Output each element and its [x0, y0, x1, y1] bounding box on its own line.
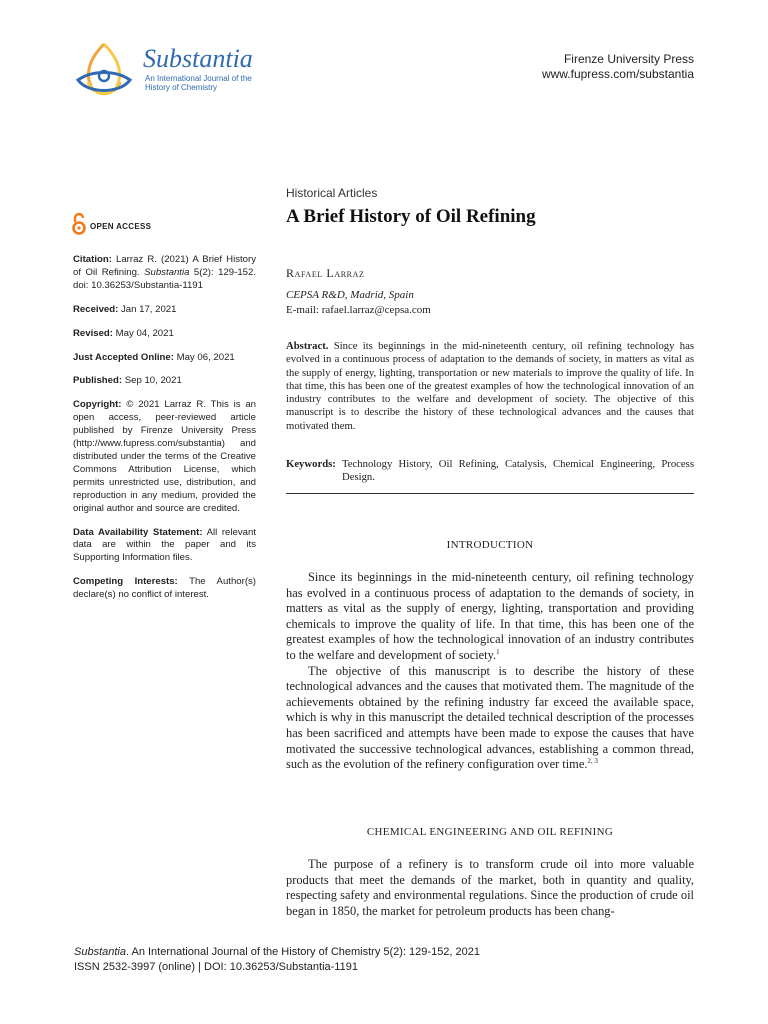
- author-affiliation: CEPSA R&D, Madrid, Spain: [286, 289, 414, 301]
- citation-rest: 5(2): 129-152. doi: 10.36253/Substantia-1191: [73, 266, 257, 291]
- page-footer: [74, 945, 480, 975]
- published-value: Sep 10, 2021: [124, 375, 182, 387]
- journal-name: Substantia: [143, 44, 253, 73]
- published-label: Published:: [73, 375, 123, 387]
- journal-subtitle-line1: An International Journal of the: [145, 74, 252, 83]
- data-availability: [73, 527, 256, 566]
- revised-date: [73, 328, 256, 341]
- citation-journal: Substantia: [144, 266, 190, 278]
- keywords-label: Keywords:: [286, 458, 336, 470]
- paragraph: [286, 570, 694, 664]
- paragraph: [286, 664, 694, 773]
- copyright-label: Copyright:: [73, 399, 122, 411]
- footer-issn-doi: ISSN 2532-3997 (online) | DOI: 10.36253/Substantia-1191: [74, 961, 358, 973]
- journal-logo: [70, 40, 270, 100]
- abstract: [286, 340, 694, 433]
- accepted-label: Just Accepted Online:: [73, 351, 174, 363]
- data-availability-label: Data Availability Statement:: [73, 526, 203, 538]
- section-body-introduction: [286, 570, 694, 773]
- article-title: A Brief History of Oil Refining: [286, 206, 536, 227]
- author-email[interactable]: E-mail: rafael.larraz@cepsa.com: [286, 304, 431, 316]
- publisher-info: [542, 52, 694, 82]
- received-label: Received:: [73, 303, 119, 315]
- revised-value: May 04, 2021: [115, 327, 174, 339]
- paragraph-text: Since its beginnings in the mid-nineteenth century, oil refining technology has evolved in a continuous process of adaptation to the demands of society, in matters as vital as the supply of energy, lighting, transportation and providing chemicals to improve the quality of life. In that time, this has been one of the greatest examples of how the technological innovation of an industry contributes to the welfare and development of society.: [286, 570, 694, 662]
- citation-text: Larraz R. (2021) A Brief History of Oil Refining.: [73, 254, 256, 278]
- section-body-chemical-engineering: [286, 857, 694, 919]
- footer-journal: Substantia: [74, 946, 126, 958]
- accepted-value: May 06, 2021: [176, 351, 235, 363]
- divider: [286, 493, 694, 494]
- abstract-text: Since its beginnings in the mid-nineteenth century, oil refining technology has evolved in a continuous process of adaptation to the demands of society, in matters as vital as the supply of energy, lighting, transportation or new materials to improve the quality of life. In that time, this has been one of the greatest examples of how the technological innovation of an industry contributes to the welfare and development of society. The objective of this manuscript is to describe the history of these technological advances and the causes that motivated them.: [286, 340, 695, 432]
- section-heading-introduction: INTRODUCTION: [446, 539, 534, 551]
- received-date: [73, 304, 256, 317]
- open-access-label: OPEN ACCESS: [90, 222, 152, 231]
- competing-interests-label: Competing Interests:: [73, 576, 178, 588]
- accepted-date: [73, 352, 256, 365]
- copyright-text: © 2021 Larraz R. This is an open access, peer-reviewed article published by Firenze University Press (http://www.fupress.com/substantia) and distributed under the terms of the Creative Commons Attribution License, which permits unrestricted use, distribution, and reproduction in any medium, provided the original author and source are credited.: [73, 399, 256, 514]
- copyright: [73, 399, 256, 515]
- paragraph-text: The purpose of a refinery is to transform crude oil into more valuable products that meet the demands of the market, both in quantity and quality, respecting safety and environmental regulations. Since the production of crude oil began in 1850, the market for petroleum products has been chang-: [286, 857, 694, 918]
- open-access-lock-icon: [72, 212, 86, 236]
- citation: [73, 254, 256, 293]
- keywords-text: Technology History, Oil Refining, Catalysis, Chemical Engineering, Process Design.: [342, 458, 694, 484]
- paragraph: [286, 857, 694, 919]
- journal-subtitle-line2: History of Chemistry: [145, 83, 218, 92]
- competing-interests: [73, 576, 256, 602]
- section-heading-chemical-engineering: CHEMICAL ENGINEERING AND OIL REFINING: [366, 826, 614, 838]
- competing-interests-text: The Author(s) declare(s) no conflict of interest.: [73, 576, 257, 601]
- footnote-ref[interactable]: 1: [496, 647, 500, 656]
- triquetra-logo-icon: [70, 40, 138, 102]
- footnote-ref[interactable]: 2, 3: [587, 757, 598, 765]
- received-value: Jan 17, 2021: [121, 303, 177, 315]
- footer-line1: [74, 945, 480, 960]
- article-section: Historical Articles: [286, 186, 378, 200]
- journal-subtitle: [145, 74, 255, 92]
- article-metadata-sidebar: [73, 254, 256, 613]
- abstract-label: Abstract.: [286, 340, 329, 352]
- footer-journal-info: . An International Journal of the History of Chemistry 5(2): 129-152, 2021: [125, 946, 481, 958]
- publisher-name: Firenze University Press: [563, 52, 694, 66]
- paragraph-text: The objective of this manuscript is to describe the history of these technological advances and the causes that motivated them. The magnitude of the achievements obtained by the refining industry far exceed the available space, which is why in this manuscript the detailed technical description of the processes has been sacrificed and attempts have been made to expose the causes that have motivated the successive technological advances, establishing a common thread, such as the evolution of the refinery configuration over time.: [286, 663, 694, 772]
- keywords: [286, 458, 694, 485]
- published-date: [73, 375, 256, 388]
- author-name: Rafael Larraz: [286, 266, 365, 280]
- data-availability-text: All relevant data are within the paper and its Supporting Information files.: [73, 526, 256, 564]
- publisher-url[interactable]: www.fupress.com/substantia: [541, 67, 694, 81]
- citation-label: Citation:: [73, 254, 112, 265]
- revised-label: Revised:: [73, 327, 113, 339]
